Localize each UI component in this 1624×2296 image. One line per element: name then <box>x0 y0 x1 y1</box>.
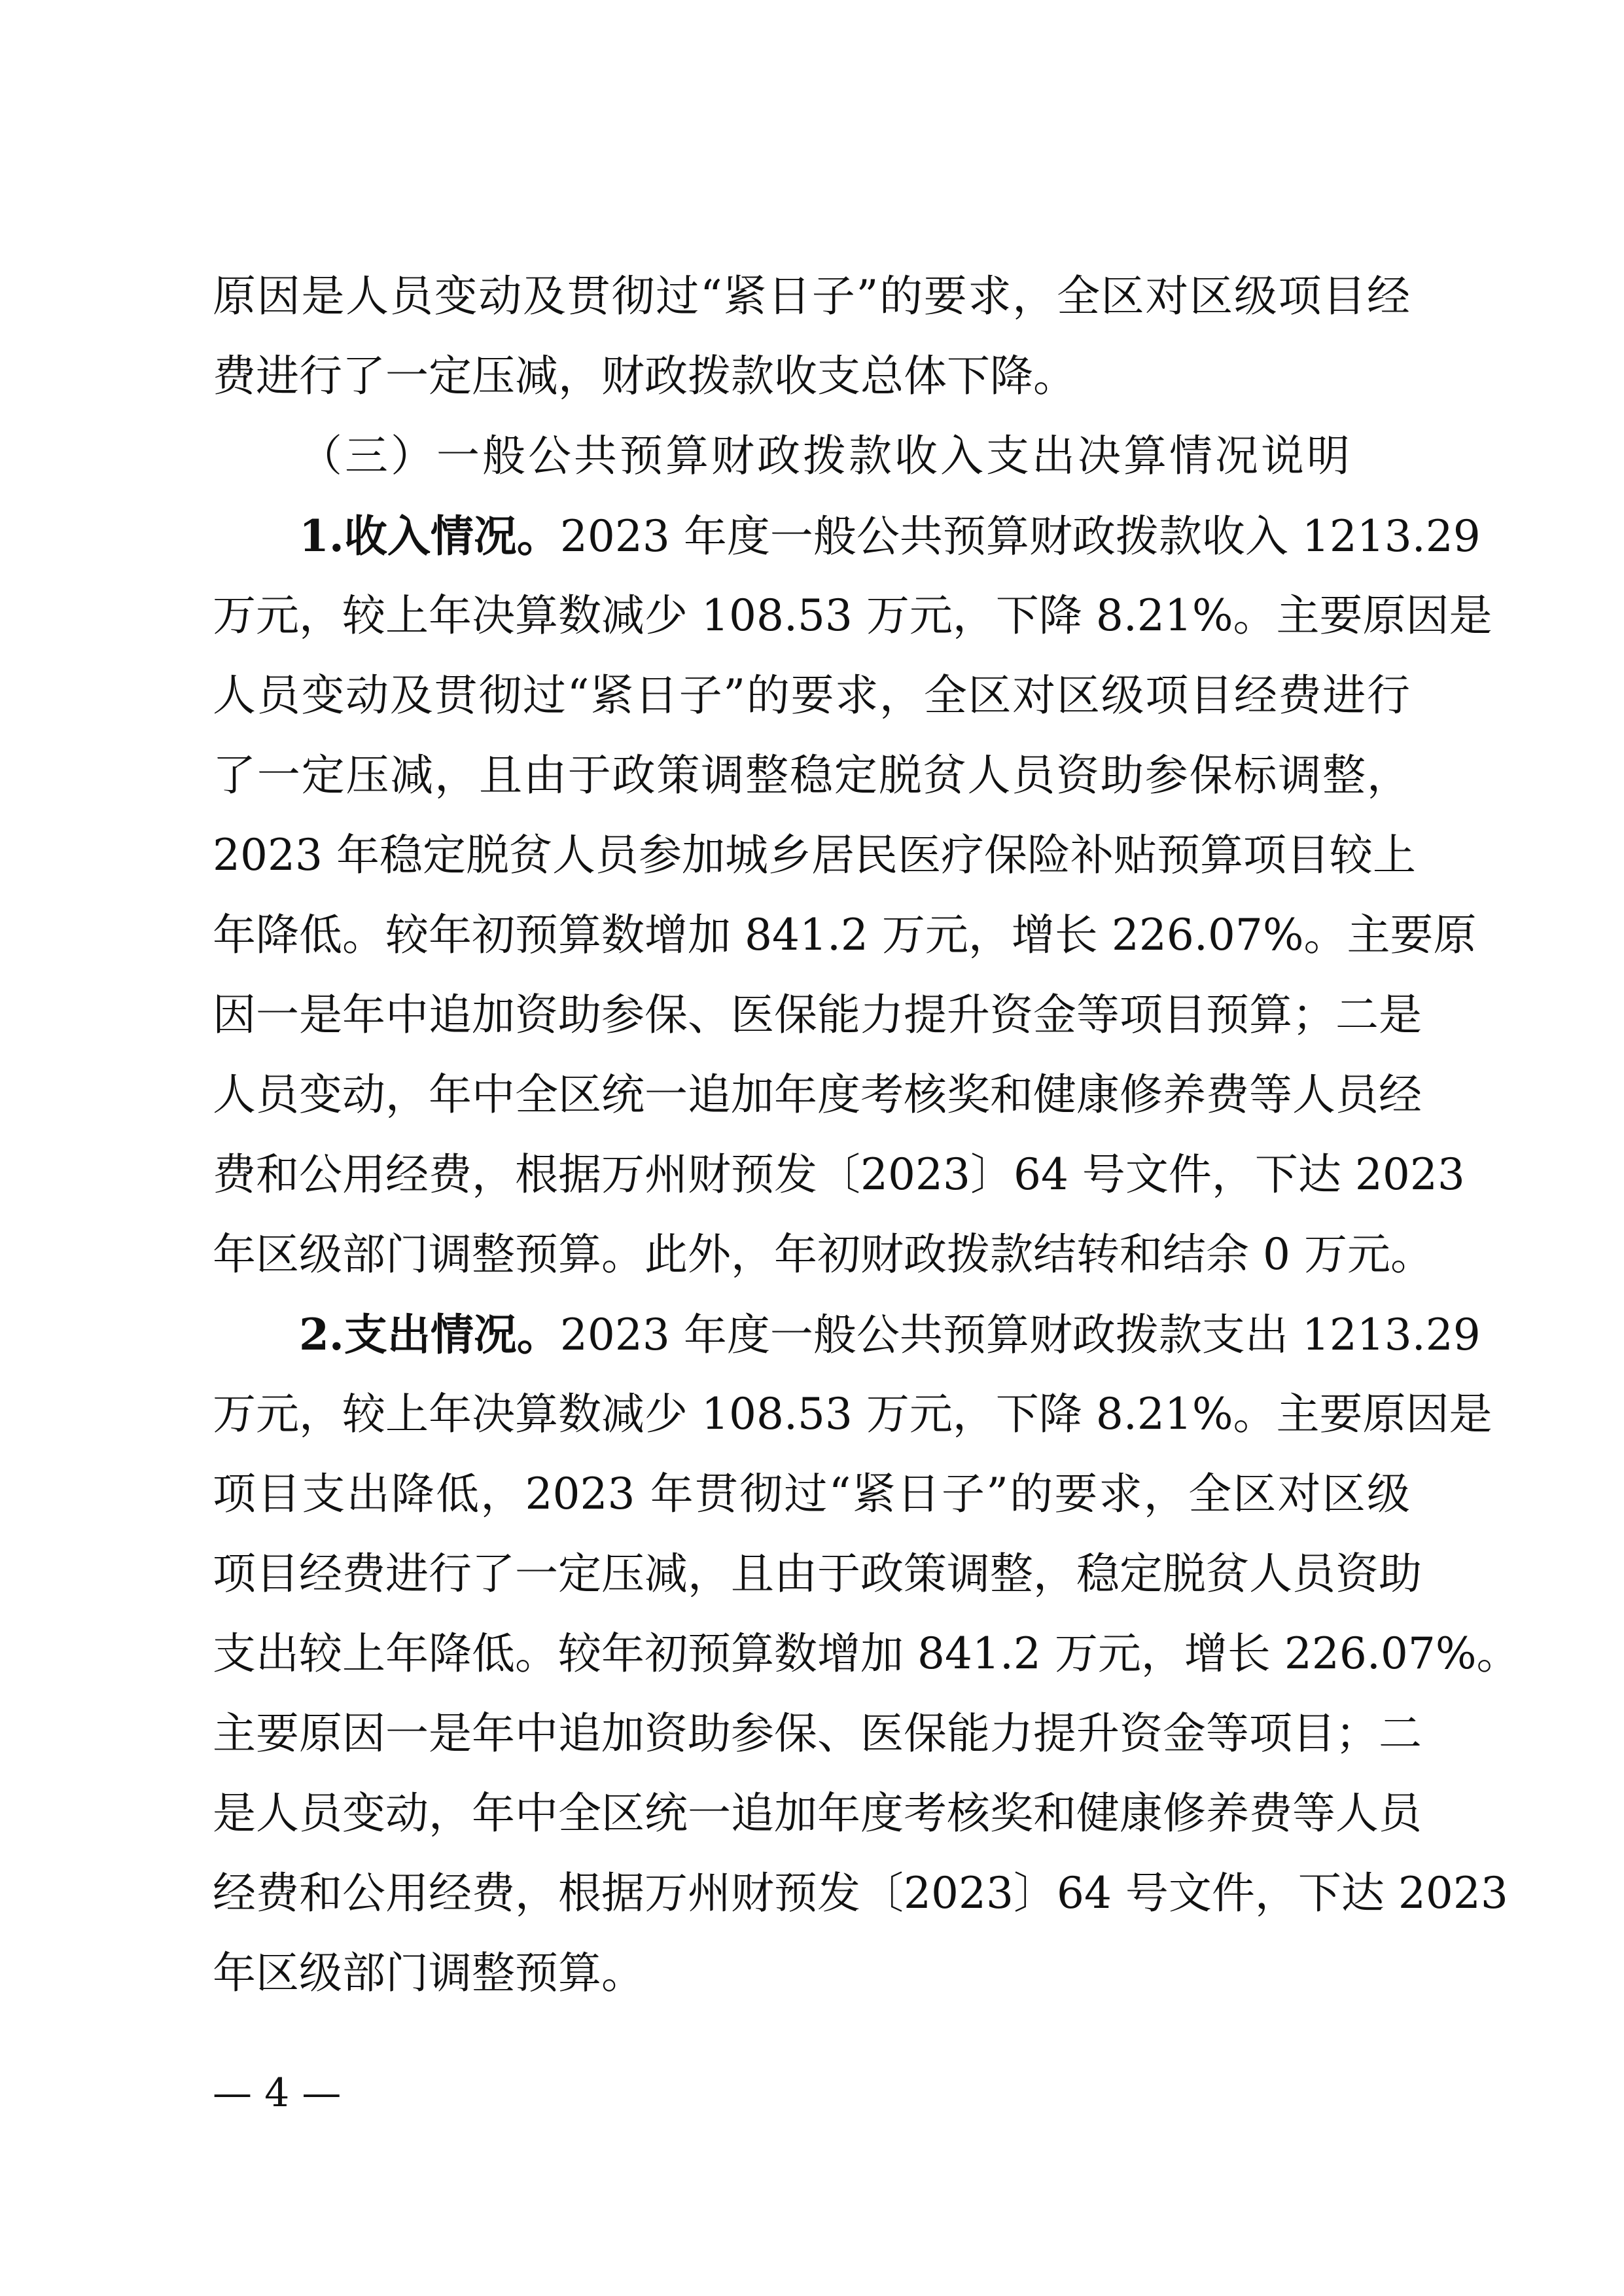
text-line: 费进行了一定压减，财政拨款收支总体下降。 <box>213 351 1076 401</box>
text-line: 人员变动，年中全区统一追加年度考核奖和健康修养费等人员经 <box>213 1069 1422 1120</box>
expenditure-label: 2.支出情况。 <box>299 1309 560 1360</box>
text-line: 主要原因一是年中追加资助参保、医保能力提升资金等项目；二 <box>213 1708 1422 1759</box>
text-line: 经费和公用经费，根据万州财预发〔2023〕64 号文件，下达 2023 <box>213 1868 1508 1918</box>
paragraph-expenditure <box>213 1295 1520 2013</box>
text-line: 原因是人员变动及贯彻过“紧日子”的要求，全区对区级项目经 <box>213 271 1410 321</box>
text-line: 项目支出降低，2023 年贯彻过“紧日子”的要求，全区对区级 <box>213 1469 1410 1519</box>
text-line: 年区级部门调整预算。 <box>213 1948 644 1998</box>
text-line: 年区级部门调整预算。此外，年初财政拨款结转和结余 0 万元。 <box>213 1229 1434 1280</box>
income-label: 1.收入情况。 <box>299 511 560 562</box>
paragraph-income <box>213 496 1492 1295</box>
text-line: 2023 年稳定脱贫人员参加城乡居民医疗保险补贴预算项目较上 <box>213 830 1416 880</box>
text-line: 万元，较上年决算数减少 108.53 万元，下降 8.21%。主要原因是 <box>213 1389 1492 1439</box>
expenditure-line-0: 2023 年度一般公共预算财政拨款支出 1213.29 <box>559 1310 1481 1360</box>
text-line: 支出较上年降低。较年初预算数增加 841.2 万元，增长 226.07%。 <box>213 1628 1520 1679</box>
text-line <box>213 1295 1481 1374</box>
text-line: 人员变动及贯彻过“紧日子”的要求，全区对区级项目经费进行 <box>213 670 1410 721</box>
page-number: — 4 — <box>213 2070 342 2116</box>
section-heading: （三）一般公共预算财政拨款收入支出决算情况说明 <box>299 431 1352 481</box>
text-line: 了一定压减，且由于政策调整稳定脱贫人员资助参保标调整， <box>213 750 1410 800</box>
text-line: 费和公用经费，根据万州财预发〔2023〕64 号文件，下达 2023 <box>213 1149 1465 1200</box>
text-line: 项目经费进行了一定压减，且由于政策调整，稳定脱贫人员资助 <box>213 1549 1422 1599</box>
text-line: 年降低。较年初预算数增加 841.2 万元，增长 226.07%。主要原 <box>213 910 1477 960</box>
text-line <box>213 496 1481 576</box>
text-line: 万元，较上年决算数减少 108.53 万元，下降 8.21%。主要原因是 <box>213 590 1492 641</box>
text-line: 因一是年中追加资助参保、医保能力提升资金等项目预算；二是 <box>213 990 1422 1040</box>
document-body <box>213 257 1520 2013</box>
paragraph-intro <box>213 257 1410 416</box>
text-line: 是人员变动，年中全区统一追加年度考核奖和健康修养费等人员 <box>213 1788 1422 1839</box>
income-line-0: 2023 年度一般公共预算财政拨款收入 1213.29 <box>559 511 1481 562</box>
